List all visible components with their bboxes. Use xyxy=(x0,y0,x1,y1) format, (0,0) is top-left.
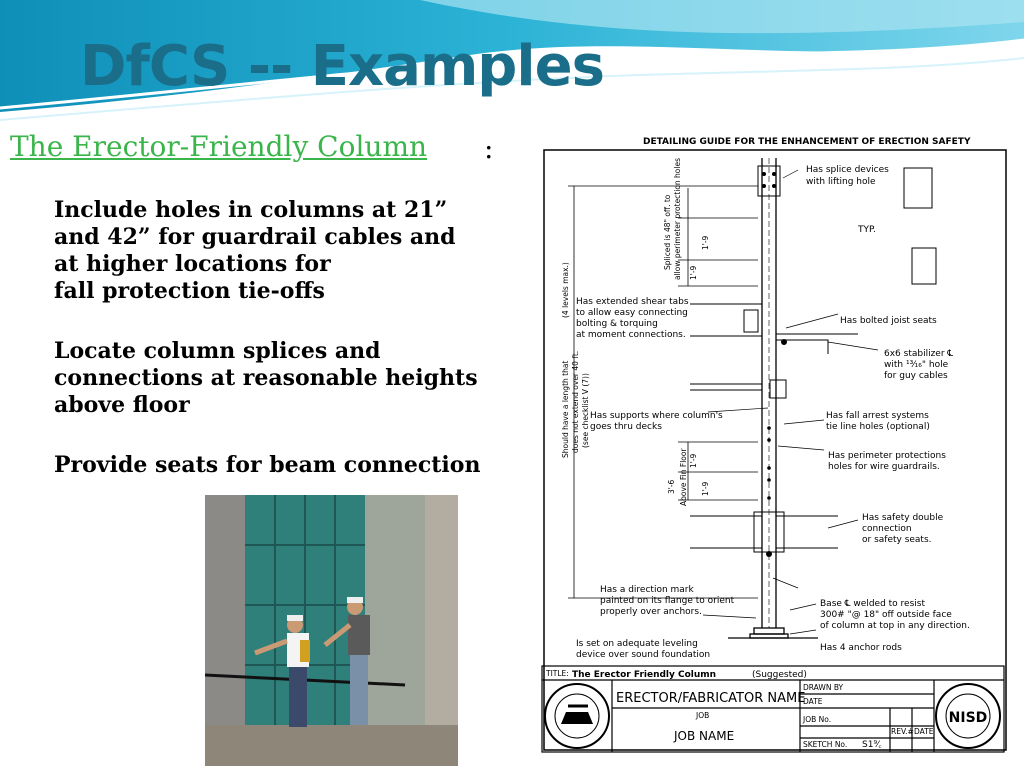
note-safety-2: connection xyxy=(862,524,912,534)
note-direction-1: Has a direction mark xyxy=(600,585,694,595)
tb-title: The Erector Friendly Column xyxy=(572,670,717,680)
subtitle-text: The Erector-Friendly Column xyxy=(10,130,428,163)
note-direction-3: properly over anchors. xyxy=(600,607,702,617)
note-spliced-1: Spliced is 48" off. to xyxy=(663,194,672,270)
note-levels: (4 levels max.) xyxy=(561,262,570,318)
tb-drawn-by: DRAWN BY xyxy=(803,683,844,692)
tb-erector: ERECTOR/FABRICATOR NAME xyxy=(616,691,806,706)
tb-date2: DATE xyxy=(914,727,934,736)
note-base-1: Base ℄ welded to resist xyxy=(820,599,925,609)
note-typ: TYP. xyxy=(858,225,876,235)
tb-sketch-no: SKETCH No. xyxy=(803,740,848,749)
tb-sketch-val: S1⁹⁄꜀ xyxy=(862,740,882,750)
paragraph-splices: Locate column splices and connections at reasonable heights above floor xyxy=(54,338,478,418)
steel-erectors-seal-logo xyxy=(545,684,609,748)
note-direction-2: painted on its flange to orient xyxy=(600,596,735,606)
drawing-header: DETAILING GUIDE FOR THE ENHANCEMENT OF ERECTION SAFETY xyxy=(643,137,971,147)
note-perimeter-1: Has perimeter protections xyxy=(828,451,946,461)
workers-photo xyxy=(205,495,458,766)
note-length-1: Should have a length that xyxy=(561,360,570,458)
tb-job-label: JOB xyxy=(696,711,710,720)
note-above-fin: Above Fin Floor xyxy=(679,448,688,506)
dim-top-2: 1'-9 xyxy=(701,235,710,250)
note-stabilizer-2: with ¹³⁄₁₆" hole xyxy=(884,360,949,370)
note-shear-2: to allow easy connecting xyxy=(576,308,688,318)
tb-title-label: TITLE: xyxy=(546,669,569,678)
tb-suggested: (Suggested) xyxy=(752,670,807,680)
note-joist: Has bolted joist seats xyxy=(840,316,937,326)
dim-top-1: 1'-9 xyxy=(689,265,698,280)
paragraph-holes: Include holes in columns at 21” and 42” for guardrail cables and at higher locations for fall protection tie-offs xyxy=(54,197,456,304)
note-safety-1: Has safety double xyxy=(862,513,944,523)
note-base-2: 300# "@ 18" off outside face xyxy=(820,610,952,620)
dim-mid-2: 1'-9 xyxy=(689,453,698,468)
note-leveling-2: device over sound foundation xyxy=(576,650,711,660)
nisd-seal-logo xyxy=(936,684,1000,748)
note-stabilizer-3: for guy cables xyxy=(884,371,948,381)
note-shear-1: Has extended shear tabs xyxy=(576,297,689,307)
note-splice-2: with lifting hole xyxy=(806,177,876,187)
note-anchor: Has 4 anchor rods xyxy=(820,643,902,653)
note-leveling-1: Is set on adequate leveling xyxy=(576,639,698,649)
note-shear-3: bolting & torquing xyxy=(576,319,658,329)
note-length-3: (see checklist V (7)) xyxy=(581,373,590,448)
note-splice-1: Has splice devices xyxy=(806,165,889,175)
note-supports-2: goes thru decks xyxy=(590,422,662,432)
note-fall-arrest-2: tie line holes (optional) xyxy=(826,422,930,432)
tb-rev: REV.# xyxy=(891,727,914,736)
dim-mid-1: 3'-6 xyxy=(667,479,676,494)
paragraph-seats: Provide seats for beam connection xyxy=(54,452,481,478)
note-fall-arrest-1: Has fall arrest systems xyxy=(826,411,929,421)
tb-date: DATE xyxy=(803,697,823,706)
subtitle-colon: : xyxy=(484,132,494,165)
subtitle-link[interactable] xyxy=(10,130,427,163)
page-title: DfCS -- Examples xyxy=(80,34,604,99)
svg-text:NISD: NISD xyxy=(948,710,988,726)
dim-mid-3: 1'-9 xyxy=(701,481,710,496)
tb-job-no: JOB No. xyxy=(803,715,832,724)
note-supports-1: Has supports where column's xyxy=(590,411,723,421)
erector-friendly-column-drawing xyxy=(528,128,1018,758)
note-base-3: of column at top in any direction. xyxy=(820,621,970,631)
note-safety-3: or safety seats. xyxy=(862,535,932,545)
note-shear-4: at moment connections. xyxy=(576,330,686,340)
note-stabilizer-1: 6x6 stabilizer ℄ xyxy=(884,349,954,359)
note-perimeter-2: holes for wire guardrails. xyxy=(828,462,940,472)
note-length-2: does not extend over 40 ft. xyxy=(571,350,580,453)
note-spliced-2: allow perimeter protection holes xyxy=(673,158,682,280)
tb-job-name: JOB NAME xyxy=(674,729,735,743)
